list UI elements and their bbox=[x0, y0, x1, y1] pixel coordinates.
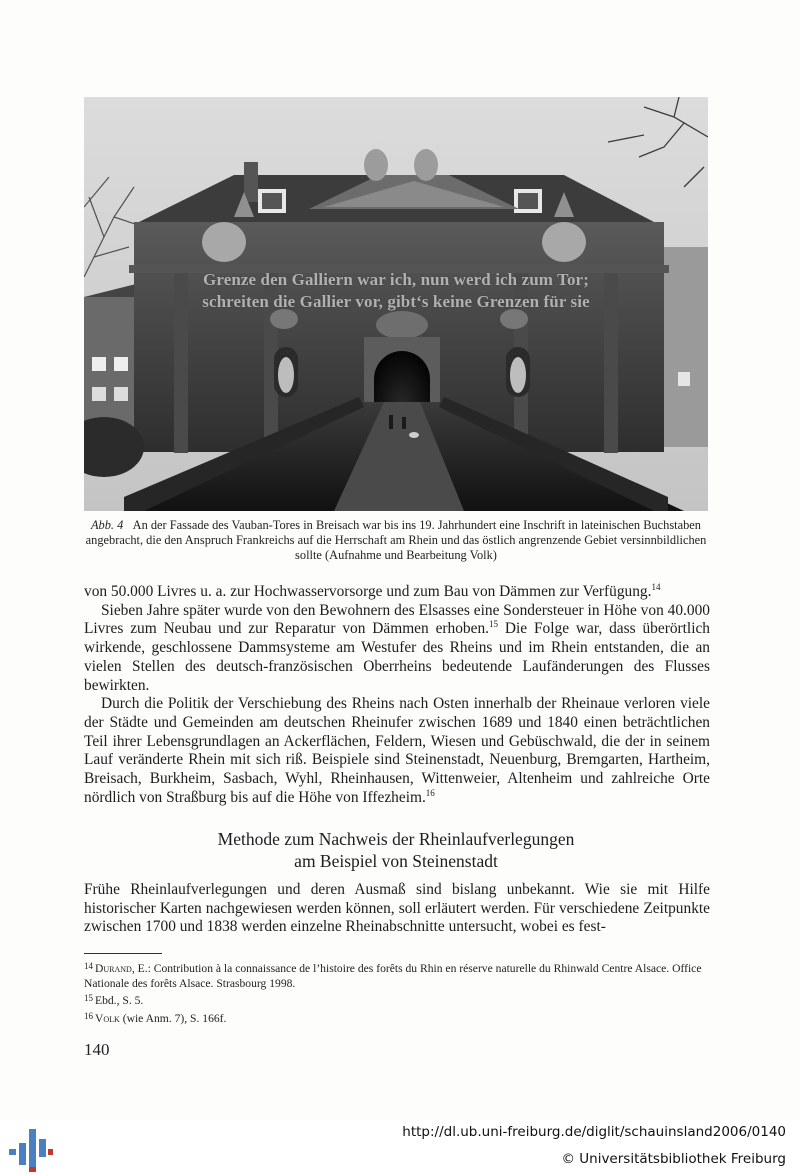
footnote: $^{15}$ Ebd., S. 5. bbox=[84, 993, 144, 1008]
caption-label: Abb. 4 bbox=[90, 518, 124, 532]
section-heading-line-1: Methode zum Nachweis der Rheinlaufverlegungen bbox=[217, 829, 575, 849]
inscription-line-1: Grenze den Galliern war ich, nun werd ich zum Tor; bbox=[203, 270, 589, 289]
footnotes bbox=[84, 959, 710, 1026]
footnote-ref[interactable]: 14 bbox=[651, 582, 661, 592]
footnote-ref[interactable]: 15 bbox=[489, 619, 499, 630]
footnote-divider bbox=[84, 953, 162, 954]
paragraph: Sieben Jahre später wurde von den Bewohnern des Elsasses eine Sondersteuer in Höhe von 40.000 Livres zum Neubau und zur Reparatur von Dämmen erhoben.$^{15}$ Die Folge war, dass überörtlich wirkende, geschlossene Dammsysteme am Westufer des Rheins und im Rhein entstanden, die an vielen Stellen des deutsch-französischen Oberrheins bedeutende Laufänderungen des Flusses bewirkten. bbox=[84, 601, 710, 694]
caption-text: An der Fassade des Vauban-Tores in Breisach war bis ins 19. Jahrhundert eine Inschrift in lateinischen Buchstaben angebracht, die den Anspruch Frankreichs auf die Herrschaft am Rhein und das östlich angrenzende Gebiet versinnbildlichen sollte (Aufnahme und Bearbeitung Volk) bbox=[85, 518, 707, 562]
paragraph: von 50.000 Livres u. a. zur Hochwasservorsorge und zum Bau von Dämmen zur Verfügung.$^{14}$ bbox=[84, 582, 661, 600]
footnote: $^{16}$ Volk (wie Anm. 7), S. 166f. bbox=[84, 1010, 227, 1025]
ub-freiburg-logo-icon bbox=[8, 1123, 54, 1173]
paragraph: Frühe Rheinlaufverlegungen und deren Ausmaß sind bislang unbekannt. Wie sie mit Hilfe historischer Karten nachgewiesen werden können, soll erläutert werden. Für verschiedene Zeitpunkte zwischen 1700 und 1838 werden einzelne Rheinabschnitte untersucht, wobei es fest- bbox=[84, 881, 710, 936]
section-heading-line-2: am Beispiel von Steinenstadt bbox=[294, 850, 498, 871]
body-text-lower bbox=[84, 881, 710, 937]
inscription-line-2: schreiten die Gallier vor, gibt‘s keine Grenzen für sie bbox=[202, 292, 590, 311]
figure-photo bbox=[84, 97, 708, 511]
footer-copyright: © Universitätsbibliothek Freiburg bbox=[561, 1151, 786, 1167]
page-number: 140 bbox=[84, 1040, 110, 1059]
section-heading bbox=[84, 829, 708, 872]
body-text-upper bbox=[84, 583, 710, 807]
paragraph: Durch die Politik der Verschiebung des Rheins nach Osten innerhalb der Rheinaue verloren viele der Städte und Gemeinden am deutschen Rheinufer zwischen 1689 und 1840 einen beträchtlichen Teil ihrer Lebensgrundlagen an Ackerflächen, Feldern, Wiesen und Gebüschwald, die der in seinem Lauf veränderte Rhein mit sich riß. Beispiele sind Steinenstadt, Neuenburg, Bremgarten, Hartheim, Breisach, Burkheim, Sasbach, Wyhl, Rheinhausen, Wittenweier, Altenheim und zahlreiche Orte nördlich von Straßburg bis auf die Höhe von Iffezheim.$^{16}$ bbox=[84, 695, 710, 806]
inscription-overlay bbox=[84, 269, 708, 313]
footnote-ref[interactable]: 16 bbox=[425, 787, 435, 798]
figure-caption bbox=[84, 518, 708, 563]
footer-url-link[interactable]: http://dl.ub.uni-freiburg.de/diglit/schauinsland2006/0140 bbox=[402, 1124, 786, 1140]
footnote: $^{14}$ Durand, E.: Contribution à la connaissance de l’histoire des forêts du Rhin en réserve naturelle du Rhinwald Centre Alsace. Office Nationale des forêts Alsace. Strasbourg 1998. bbox=[84, 961, 702, 990]
